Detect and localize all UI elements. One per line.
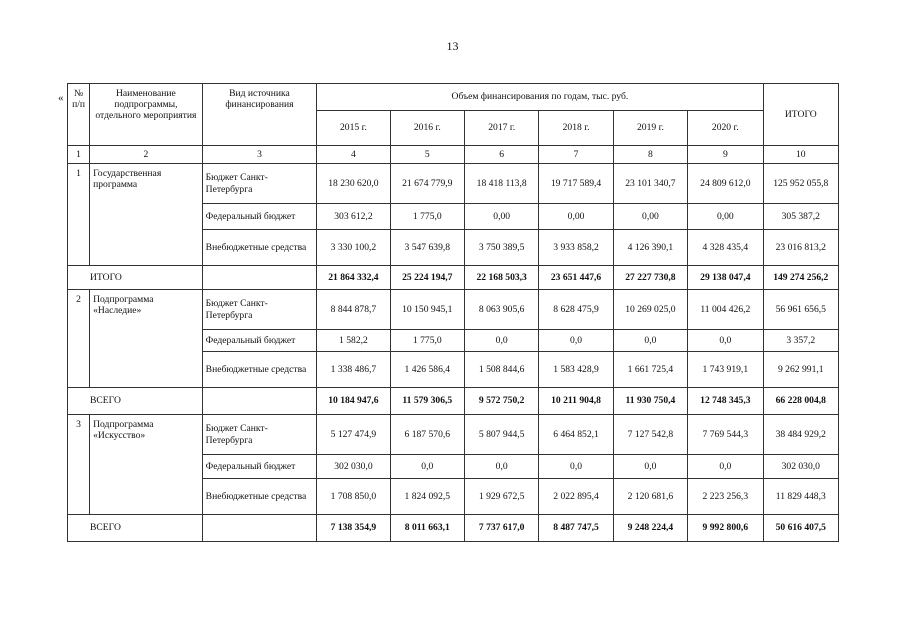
value-cell: 8 844 878,7 — [317, 290, 390, 330]
section-name: Подпрограмма «Наследие» — [90, 290, 203, 388]
column-number: 6 — [464, 146, 538, 164]
column-number: 10 — [763, 146, 838, 164]
section-name: Государственная программа — [90, 164, 203, 266]
column-number: 9 — [688, 146, 763, 164]
summary-row — [68, 266, 839, 290]
value-cell: 0,0 — [390, 455, 464, 479]
column-number: 8 — [613, 146, 687, 164]
value-cell: 21 674 779,9 — [390, 164, 464, 204]
summary-value: 11 930 750,4 — [613, 388, 687, 415]
value-cell: 0,00 — [464, 204, 538, 230]
total-cell: 125 952 055,8 — [763, 164, 838, 204]
value-cell: 8 628 475,9 — [539, 290, 613, 330]
value-cell: 1 426 586,4 — [390, 352, 464, 388]
summary-total: 66 228 004,8 — [763, 388, 838, 415]
summary-value: 22 168 503,3 — [464, 266, 538, 290]
summary-row — [68, 388, 839, 415]
summary-value: 21 864 332,4 — [317, 266, 390, 290]
value-cell: 1 708 850,0 — [317, 479, 390, 515]
header-source: Вид источника финансирования — [202, 84, 317, 146]
column-number: 2 — [90, 146, 203, 164]
value-cell: 7 769 544,3 — [688, 415, 763, 455]
header-total: ИТОГО — [763, 84, 838, 146]
summary-value: 11 579 306,5 — [390, 388, 464, 415]
summary-value: 27 227 730,8 — [613, 266, 687, 290]
value-cell: 10 269 025,0 — [613, 290, 687, 330]
header-year: 2018 г. — [539, 111, 613, 146]
value-cell: 302 030,0 — [317, 455, 390, 479]
header-year: 2019 г. — [613, 111, 687, 146]
source-label: Бюджет Санкт-Петербурга — [202, 164, 317, 204]
summary-value: 8 011 663,1 — [390, 515, 464, 542]
summary-value: 9 248 224,4 — [613, 515, 687, 542]
value-cell: 2 022 895,4 — [539, 479, 613, 515]
value-cell: 18 418 113,8 — [464, 164, 538, 204]
value-cell: 18 230 620,0 — [317, 164, 390, 204]
value-cell: 0,0 — [613, 330, 687, 352]
value-cell: 2 120 681,6 — [613, 479, 687, 515]
value-cell: 1 661 725,4 — [613, 352, 687, 388]
page-number: 13 — [446, 39, 459, 53]
value-cell: 0,0 — [464, 330, 538, 352]
column-number: 4 — [317, 146, 390, 164]
value-cell: 0,00 — [539, 204, 613, 230]
summary-value: 25 224 194,7 — [390, 266, 464, 290]
column-number: 1 — [68, 146, 90, 164]
summary-value: 9 572 750,2 — [464, 388, 538, 415]
section-num: 2 — [68, 290, 90, 388]
value-cell: 3 330 100,2 — [317, 230, 390, 266]
summary-total: 149 274 256,2 — [763, 266, 838, 290]
summary-value: 10 211 904,8 — [539, 388, 613, 415]
total-cell: 302 030,0 — [763, 455, 838, 479]
header-year: 2020 г. — [688, 111, 763, 146]
header-num: № п/п — [68, 84, 90, 146]
summary-value: 10 184 947,6 — [317, 388, 390, 415]
value-cell: 1 775,0 — [390, 204, 464, 230]
value-cell: 6 187 570,6 — [390, 415, 464, 455]
value-cell: 1 775,0 — [390, 330, 464, 352]
summary-value: 9 992 800,6 — [688, 515, 763, 542]
value-cell: 6 464 852,1 — [539, 415, 613, 455]
value-cell: 5 807 944,5 — [464, 415, 538, 455]
value-cell: 0,0 — [613, 455, 687, 479]
value-cell: 0,0 — [539, 330, 613, 352]
total-cell: 9 262 991,1 — [763, 352, 838, 388]
total-cell: 56 961 656,5 — [763, 290, 838, 330]
value-cell: 10 150 945,1 — [390, 290, 464, 330]
source-label: Федеральный бюджет — [202, 455, 317, 479]
summary-label: ВСЕГО — [68, 388, 203, 415]
summary-value: 12 748 345,3 — [688, 388, 763, 415]
value-cell: 0,00 — [613, 204, 687, 230]
total-cell: 23 016 813,2 — [763, 230, 838, 266]
summary-value: 7 138 354,9 — [317, 515, 390, 542]
total-cell: 3 357,2 — [763, 330, 838, 352]
summary-value: 29 138 047,4 — [688, 266, 763, 290]
value-cell: 23 101 340,7 — [613, 164, 687, 204]
total-cell: 38 484 929,2 — [763, 415, 838, 455]
source-label: Федеральный бюджет — [202, 330, 317, 352]
value-cell: 7 127 542,8 — [613, 415, 687, 455]
source-label: Внебюджетные средства — [202, 230, 317, 266]
total-cell: 11 829 448,3 — [763, 479, 838, 515]
financing-table — [67, 83, 839, 542]
value-cell: 24 809 612,0 — [688, 164, 763, 204]
value-cell: 3 750 389,5 — [464, 230, 538, 266]
value-cell: 1 824 092,5 — [390, 479, 464, 515]
value-cell: 1 929 672,5 — [464, 479, 538, 515]
header-name: Наименование подпрограммы, отдельного мероприятия — [90, 84, 203, 146]
summary-label: ИТОГО — [68, 266, 203, 290]
column-number-row — [68, 146, 839, 164]
value-cell: 0,00 — [688, 204, 763, 230]
summary-value: 7 737 617,0 — [464, 515, 538, 542]
column-number: 7 — [539, 146, 613, 164]
table-row — [68, 415, 839, 455]
value-cell: 0,0 — [539, 455, 613, 479]
source-label: Федеральный бюджет — [202, 204, 317, 230]
value-cell: 3 933 858,2 — [539, 230, 613, 266]
value-cell: 1 508 844,6 — [464, 352, 538, 388]
value-cell: 8 063 905,6 — [464, 290, 538, 330]
source-label: Бюджет Санкт-Петербурга — [202, 415, 317, 455]
section-num: 3 — [68, 415, 90, 515]
source-label: Бюджет Санкт-Петербурга — [202, 290, 317, 330]
section-name: Подпрограмма «Искусство» — [90, 415, 203, 515]
source-label: Внебюджетные средства — [202, 479, 317, 515]
value-cell: 1 582,2 — [317, 330, 390, 352]
summary-value: 8 487 747,5 — [539, 515, 613, 542]
header-year: 2015 г. — [317, 111, 390, 146]
value-cell: 19 717 589,4 — [539, 164, 613, 204]
value-cell: 5 127 474,9 — [317, 415, 390, 455]
column-number: 3 — [202, 146, 317, 164]
section-num: 1 — [68, 164, 90, 266]
value-cell: 1 338 486,7 — [317, 352, 390, 388]
value-cell: 1 743 919,1 — [688, 352, 763, 388]
summary-total: 50 616 407,5 — [763, 515, 838, 542]
header-year: 2017 г. — [464, 111, 538, 146]
value-cell: 4 328 435,4 — [688, 230, 763, 266]
value-cell: 0,0 — [688, 455, 763, 479]
column-number: 5 — [390, 146, 464, 164]
value-cell: 3 547 639,8 — [390, 230, 464, 266]
value-cell: 11 004 426,2 — [688, 290, 763, 330]
header-volume: Объем финансирования по годам, тыс. руб. — [317, 84, 763, 111]
value-cell: 2 223 256,3 — [688, 479, 763, 515]
header-year: 2016 г. — [390, 111, 464, 146]
value-cell: 0,0 — [464, 455, 538, 479]
value-cell: 303 612,2 — [317, 204, 390, 230]
source-label: Внебюджетные средства — [202, 352, 317, 388]
summary-value: 23 651 447,6 — [539, 266, 613, 290]
value-cell: 1 583 428,9 — [539, 352, 613, 388]
opening-quote: « — [58, 92, 64, 104]
summary-row — [68, 515, 839, 542]
summary-label: ВСЕГО — [68, 515, 203, 542]
value-cell: 0,0 — [688, 330, 763, 352]
table-row — [68, 290, 839, 330]
table-row — [68, 164, 839, 204]
total-cell: 305 387,2 — [763, 204, 838, 230]
value-cell: 4 126 390,1 — [613, 230, 687, 266]
